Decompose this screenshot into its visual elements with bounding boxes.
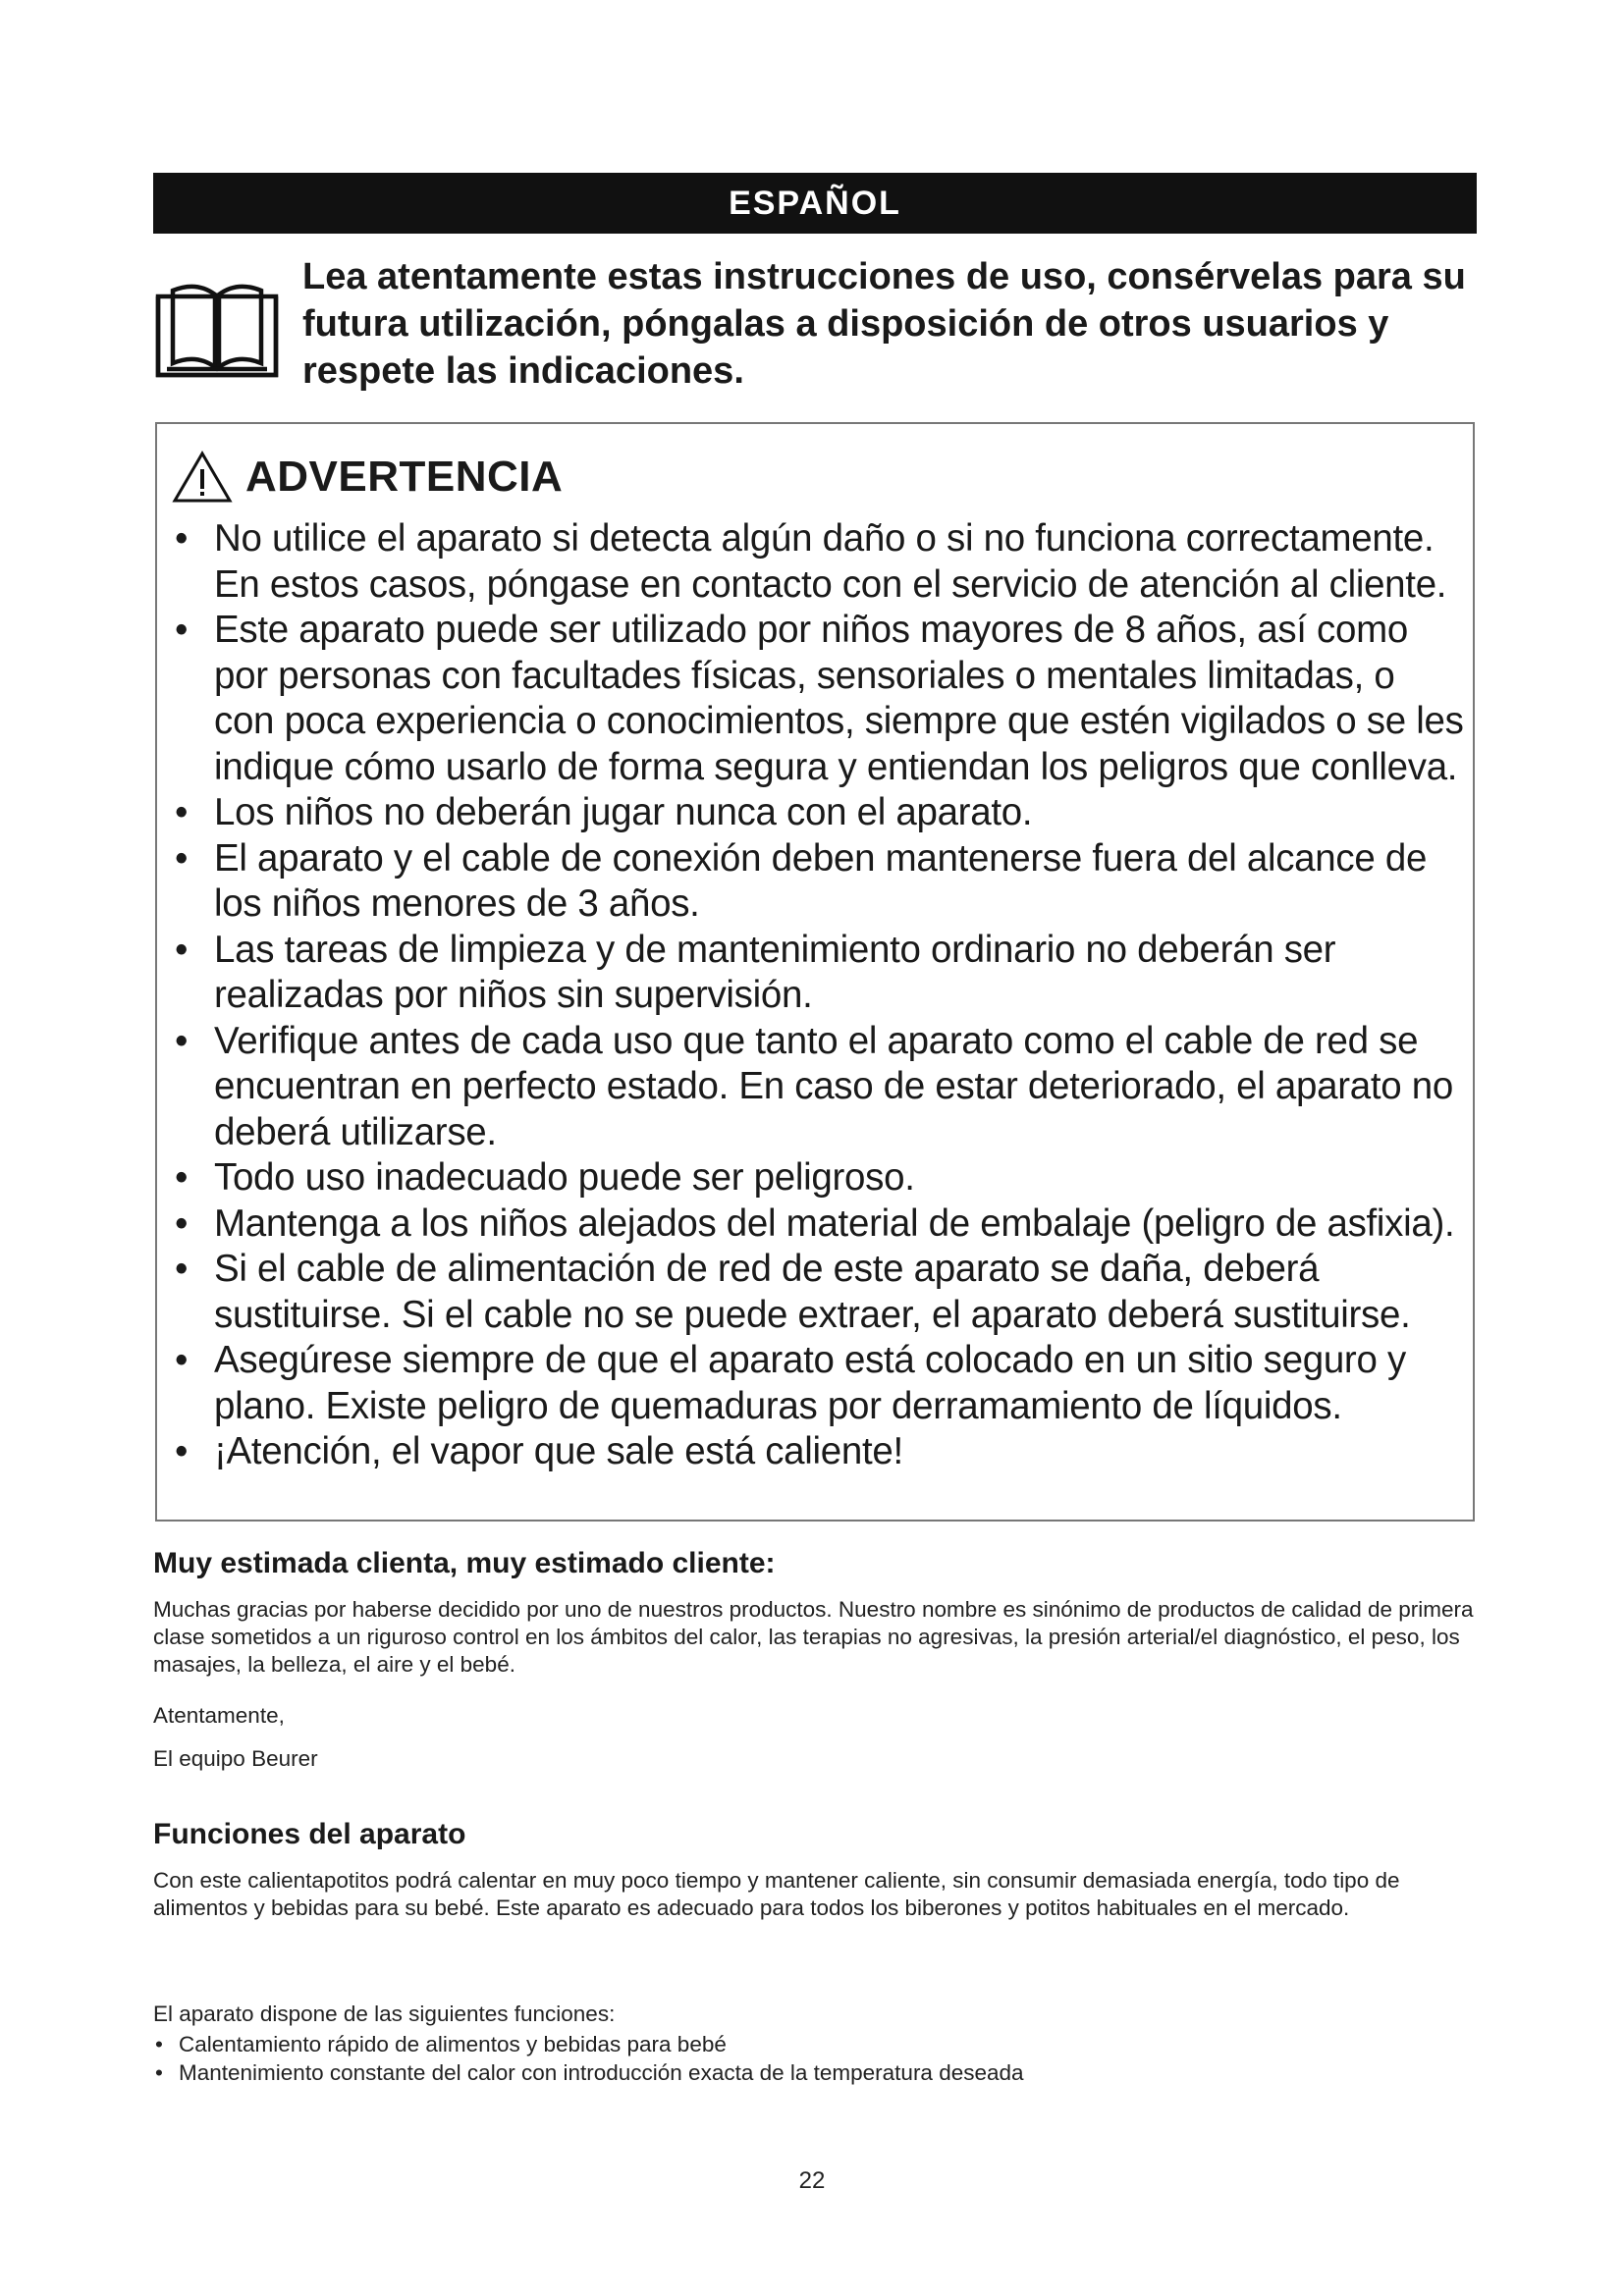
warning-item: • Si el cable de alimentación de red de este aparato se daña, deberá sustituirse. Si el cable no se puede extraer, el aparato deberá sustituirse. xyxy=(169,1247,1465,1338)
intro-section xyxy=(153,253,1489,400)
warning-box xyxy=(155,422,1475,1522)
warning-item: • Verifique antes de cada uso que tanto el aparato como el cable de red se encuentran en perfecto estado. En caso de estar deteriorado, el aparato no deberá utilizarse. xyxy=(169,1019,1465,1156)
greeting-signature: El equipo Beurer xyxy=(153,1746,318,1771)
greeting-closing: Atentamente, xyxy=(153,1703,285,1728)
functions-list-intro: El aparato dispone de las siguientes funciones: xyxy=(153,2002,616,2026)
warning-item: • No utilice el aparato si detecta algún daño o si no funciona correctamente. En estos casos, póngase en contacto con el servicio de atención al cliente. xyxy=(169,516,1465,608)
functions-list-item: • Calentamiento rápido de alimentos y bebidas para bebé xyxy=(153,2030,1489,2058)
warning-item: • Todo uso inadecuado puede ser peligroso. xyxy=(169,1155,1465,1201)
language-header xyxy=(153,173,1477,234)
warning-item: • Mantenga a los niños alejados del material de embalaje (peligro de asfixia). xyxy=(169,1201,1465,1248)
warning-list xyxy=(169,516,1465,1475)
intro-text: Lea atentamente estas instrucciones de uso, consérvelas para su futura utilización, póngalas a disposición de otros usuarios y respete las indicaciones. xyxy=(302,256,1466,392)
book-icon xyxy=(153,267,281,385)
page-number: 22 xyxy=(798,2167,826,2194)
warning-item: • Los niños no deberán jugar nunca con el aparato. xyxy=(169,790,1465,836)
warning-triangle-icon xyxy=(171,450,234,505)
warning-title-text: ADVERTENCIA xyxy=(245,453,564,501)
warning-item: • Las tareas de limpieza y de mantenimiento ordinario no deberán ser realizadas por niños sin supervisión. xyxy=(169,928,1465,1019)
warning-item: • ¡Atención, el vapor que sale está caliente! xyxy=(169,1429,1465,1475)
language-label: ESPAÑOL xyxy=(729,185,901,222)
greeting-body: Muchas gracias por haberse decidido por uno de nuestros productos. Nuestro nombre es sinónimo de productos de calidad de primera clase sometidos a un riguroso control en los ámbitos del calor, las terapias no agresivas, la presión arterial/el diagnóstico, el peso, los masajes, la belleza, el aire y el bebé. xyxy=(153,1597,1474,1677)
functions-body: Con este calientapotitos podrá calentar en muy poco tiempo y mantener caliente, sin consumir demasiada energía, todo tipo de alimentos y bebidas para su bebé. Este aparato es adecuado para todos los biberones y potitos habituales en el mercado. xyxy=(153,1868,1400,1920)
functions-heading: Funciones del aparato xyxy=(153,1818,466,1850)
warning-title xyxy=(171,448,563,507)
warning-item: • El aparato y el cable de conexión deben mantenerse fuera del alcance de los niños menores de 3 años. xyxy=(169,836,1465,928)
greeting-heading: Muy estimada clienta, muy estimado cliente: xyxy=(153,1547,776,1579)
warning-item: • Asegúrese siempre de que el aparato está colocado en un sitio seguro y plano. Existe peligro de quemaduras por derramamiento de líquidos. xyxy=(169,1338,1465,1429)
functions-list xyxy=(153,2030,1489,2087)
warning-item: • Este aparato puede ser utilizado por niños mayores de 8 años, así como por personas con facultades físicas, sensoriales o mentales limitadas, o con poca experiencia o conocimientos, siempre que estén vigilados o se les indique cómo usarlo de forma segura y entiendan los peligros que conlleva. xyxy=(169,608,1465,790)
functions-list-item: • Mantenimiento constante del calor con introducción exacta de la temperatura deseada xyxy=(153,2058,1489,2087)
